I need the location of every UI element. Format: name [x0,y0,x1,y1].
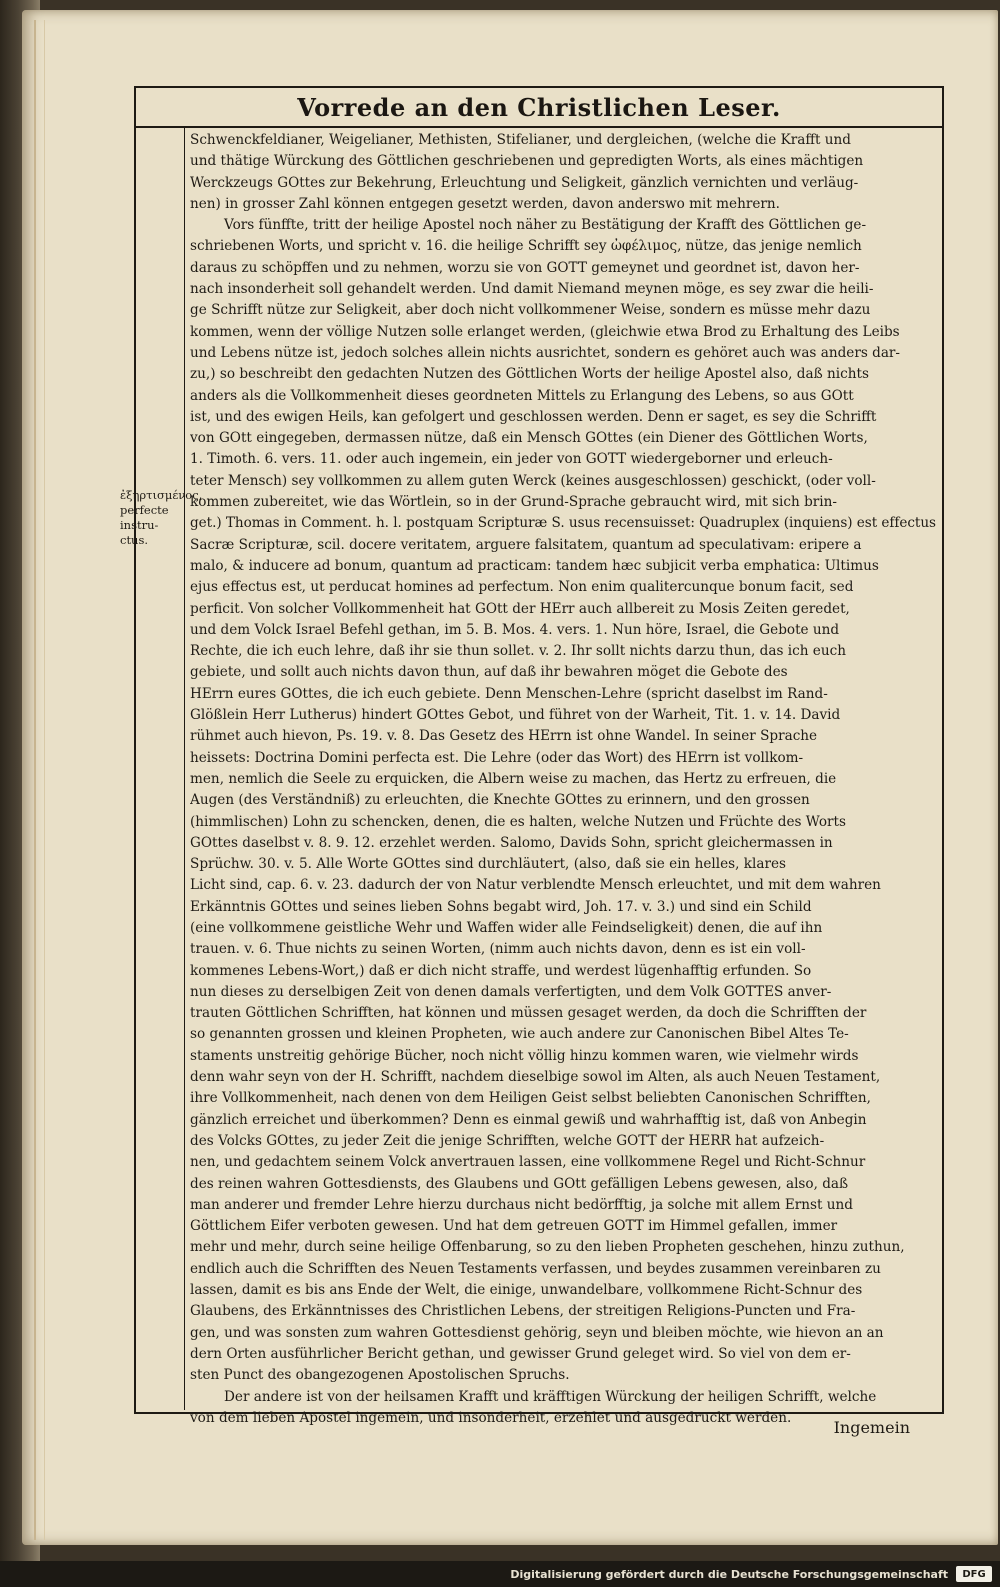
text-line: zu,) so beschreibt den gedachten Nutzen des Göttlichen Worts der heilige Apostel also, daß nichts [190,366,869,383]
text-line: des Volcks GOttes, zu jeder Zeit die jenige Schrifften, welche GOTT der HERR hat aufzeich- [190,1132,825,1149]
text-line: 1. Timoth. 6. vers. 11. oder auch ingemein, ein jeder von GOTT wiedergeborner und erleuch- [190,451,833,468]
text-line: gänzlich erreichet und überkommen? Denn es einmal gewiß und wahrhafftig ist, daß von Anbegin [190,1111,867,1128]
text-line: Göttlichem Eifer verboten gewesen. Und hat dem getreuen GOTT im Himmel gefallen, immer [190,1218,838,1235]
text-line: (himmlischen) Lohn zu schencken, denen, die es halten, welche Nutzen und Früchte des Worts [190,813,846,830]
text-line: malo, & inducere ad bonum, quantum ad practicam: tandem hæc subjicit verba emphatica: Ultimus [190,557,879,574]
text-line: heissets: Doctrina Domini perfecta est. Die Lehre (oder das Wort) des HErrn ist vollkom- [190,749,804,766]
text-line: nun dieses zu derselbigen Zeit von denen damals verfertigten, und dem Volk GOTTES anver- [190,983,832,1000]
text-frame [134,86,944,1426]
text-line: trauten Göttlichen Schrifften, hat können und müssen gesaget werden, da doch die Schrifften der [190,1005,867,1022]
text-line: ge Schrifft nütze zur Seligkeit, aber doch nicht vollkommener Weise, sondern es müsse mehr dazu [190,302,871,319]
text-line: rühmet auch hievon, Ps. 19. v. 8. Das Gesetz des HErrn ist ohne Wandel. In seiner Sprache [190,728,818,745]
text-line: nen, und gedachtem seinem Volck anvertrauen lassen, eine vollkommene Regel und Richt-Schnur [190,1154,866,1171]
margin-rule [184,128,185,1410]
text-line: ejus effectus est, ut perducat homines ad perfectum. Non enim qualitercunque bonum facit, sed [190,579,854,596]
text-line: und Lebens nütze ist, jedoch solches allein nichts ausrichtet, sondern es gehöret auch was anders dar- [190,344,901,361]
text-line: nach insonderheit soll gehandelt werden. Und damit Niemand meynen möge, es sey zwar die heili- [190,281,874,298]
text-line: gen, und was sonsten zum wahren Gottesdienst gehörig, seyn und bleiben möchte, wie hievon an an [190,1324,884,1341]
text-line: Rechte, die ich euch lehre, daß ihr sie thun sollet. v. 2. Ihr sollt nichts darzu thun, das ich euch [190,643,846,660]
catchword: Ingemein [833,1418,910,1437]
text-line: staments unstreitig gehörige Bücher, noch nicht völlig hinzu kommen waren, wie vielmehr wirds [190,1047,859,1064]
text-line: endlich auch die Schrifften des Neuen Testaments verfassen, und beydes zusammen vereinbaren zu [190,1260,881,1277]
text-line: daraus zu schöpffen und zu nehmen, worzu sie von GOTT gemeynet und geordnet ist, davon her- [190,259,860,276]
text-line: des reinen wahren Gottesdiensts, des Glaubens und GOtt gefälligen Lebens gewesen, also, daß [190,1175,849,1192]
text-line: perficit. Von solcher Vollkommenheit hat GOtt der HErr auch allbereit zu Mosis Zeiten geredet, [190,600,850,617]
text-line: Vors fünffte, tritt der heilige Apostel noch näher zu Bestätigung der Krafft des Göttlichen ge- [224,217,867,234]
text-line: Glößlein Herr Lutherus) hindert GOttes Gebot, und führet von der Warheit, Tit. 1. v. 14. David [190,707,841,724]
margin-note-line: instru- [120,518,159,532]
margin-note-line: perfecte [120,503,169,517]
margin-note-line: ctus. [120,533,149,547]
margin-note [120,488,203,548]
text-line: Sprüchw. 30. v. 5. Alle Worte GOttes sind durchläutert, (also, daß sie ein helles, klares [190,856,786,873]
text-line: Der andere ist von der heilsamen Krafft und kräfftigen Würckung der heiligen Schrifft, welche [224,1388,877,1405]
text-line: kommen zubereitet, wie das Wörtlein, so in der Grund-Sprache gebraucht wird, mit sich brin- [190,494,837,511]
text-line: denn wahr seyn von der H. Schrifft, nachdem dieselbige sowol im Alten, als auch Neuen Testament, [190,1069,881,1086]
catchword-row [134,1414,940,1444]
footer-credit: Digitalisierung gefördert durch die Deutsche Forschungsgemeinschaft [510,1568,948,1581]
text-line: (eine vollkommene geistliche Wehr und Waffen wider alle Feindseligkeit) denen, die auf ihn [190,919,823,936]
page-edge [34,20,45,1540]
text-line: teter Mensch) sey vollkommen zu allem guten Werck (keines ausgeschlossen) geschickt, (oder voll- [190,472,876,489]
text-line: und thätige Würckung des Göttlichen geschriebenen und gepredigten Worts, als eines mächtigen [190,153,864,170]
text-line: anders als die Vollkommenheit dieses geordneten Mittels zu Erlangung des Lebens, so aus GOtt [190,387,854,404]
text-line: trauen. v. 6. Thue nichts zu seinen Worten, (nimm auch nichts davon, denn es ist ein voll- [190,941,806,958]
text-line: gebiete, und sollt auch nichts davon thun, auf daß ihr bewahren möget die Gebote des [190,664,788,681]
text-line: Licht sind, cap. 6. v. 23. dadurch der von Natur verblendte Mensch erleuchtet, und mit dem wahren [190,877,881,894]
text-line: HErrn eures GOttes, die ich euch gebiete. Denn Menschen-Lehre (spricht daselbst im Rand- [190,685,828,702]
text-line: lassen, damit es bis ans Ende der Welt, die einige, unwandelbare, vollkommene Richt-Schnur des [190,1282,863,1299]
text-line: schriebenen Worts, und spricht v. 16. die heilige Schrifft sey ὠφέλιμος, nütze, das jenige nemlich [190,238,862,255]
text-line: GOttes daselbst v. 8. 9. 12. erzehlet werden. Salomo, Davids Sohn, spricht gleichermassen in [190,834,833,851]
footer-band [0,1561,1000,1587]
text-line: men, nemlich die Seele zu erquicken, die Albern weise zu machen, das Hertz zu erfreuen, die [190,770,837,787]
text-line: von dem lieben Apostel ingemein, und insonderheit, erzehlet und ausgedruckt werden. [190,1409,792,1426]
text-line: man anderer und fremder Lehre hierzu durchaus nicht bedörfftig, ja solche mit allem Ernst und [190,1196,853,1213]
text-line: Sacræ Scripturæ, scil. docere veritatem, arguere falsitatem, quantum ad speculativam: eripere a [190,536,862,553]
text-line: sten Punct des obangezogenen Apostolischen Spruchs. [190,1367,570,1384]
text-line: dern Orten ausführlicher Bericht gethan, und gewisser Grund geleget wird. So viel von dem er- [190,1345,851,1362]
margin-note-line: ἐξηρτισμένος, [120,488,203,502]
body-text [190,130,936,1429]
text-line: ist, und des ewigen Heils, kan gefolgert und geschlossen werden. Denn er saget, es sey die Schrifft [190,408,877,425]
running-head: Vorrede an den Christlichen Leser. [136,88,942,128]
text-line: Erkänntnis GOttes und seines lieben Sohns begabt wird, Joh. 17. v. 3.) und sind ein Schild [190,898,812,915]
text-line: von GOtt eingegeben, dermassen nütze, daß ein Mensch GOttes (ein Diener des Göttlichen Worts, [190,430,868,447]
text-line: kommen, wenn der völlige Nutzen solle erlanget werden, (gleichwie etwa Brod zu Erhaltung des Leibs [190,323,900,340]
dfg-logo-icon: DFG [956,1566,992,1582]
text-line: Werckzeugs GOttes zur Bekehrung, Erleuchtung und Seligkeit, gänzlich vernichten und verläug- [190,174,859,191]
text-line: get.) Thomas in Comment. h. l. postquam Scripturæ S. usus recensuisset: Quadruplex (inquiens) est effectus [190,515,936,532]
text-line: mehr und mehr, durch seine heilige Offenbarung, so zu den lieben Propheten geschehen, hinzu zuthun, [190,1239,905,1256]
text-line: nen) in grosser Zahl können entgegen gesetzt werden, davon anderswo mit mehrern. [190,195,780,212]
text-line: Schwenckfeldianer, Weigelianer, Methisten, Stifelianer, und dergleichen, (welche die Krafft und [190,132,852,148]
text-line: kommenes Lebens-Wort,) daß er dich nicht straffe, und werdest lügenhafftig erfunden. So [190,962,812,979]
text-line: und dem Volck Israel Befehl gethan, im 5. B. Mos. 4. vers. 1. Nun höre, Israel, die Gebote und [190,621,840,638]
text-line: Glaubens, des Erkänntnisses des Christlichen Lebens, der streitigen Religions-Puncten und Fra- [190,1303,856,1320]
text-line: ihre Vollkommenheit, nach denen von dem Heiligen Geist selbst beliebten Canonischen Schrifften, [190,1090,871,1107]
text-line: Augen (des Verständniß) zu erleuchten, die Knechte GOttes zu erinnern, und den grossen [190,792,810,809]
text-line: so genannten grossen und kleinen Propheten, wie auch andere zur Canonischen Bibel Altes Te- [190,1026,849,1043]
